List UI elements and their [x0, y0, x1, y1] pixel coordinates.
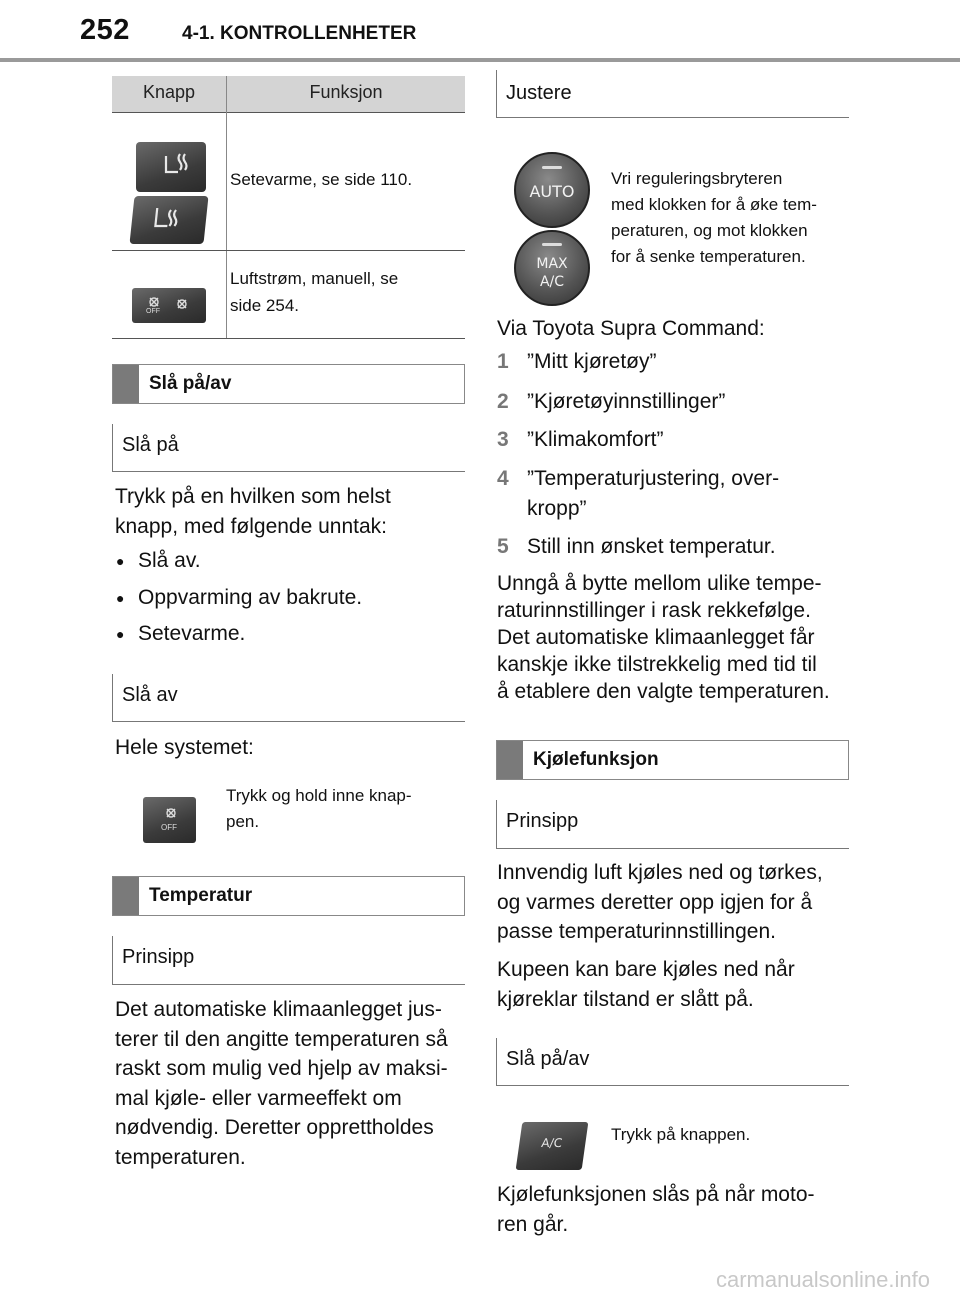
text-line: Trykk på en hvilken som helst	[115, 485, 391, 508]
text-line: Unngå å bytte mellom ulike tempe-	[497, 572, 822, 595]
step-number: 2	[497, 390, 509, 413]
text-line: Det automatiske klimaanlegget jus-	[115, 998, 442, 1021]
text-line: temperaturen.	[115, 1145, 246, 1169]
text-line: Det automatiske klimaanlegget får	[497, 626, 815, 649]
knob-indicator	[542, 243, 562, 246]
text-line: kropp”	[527, 496, 587, 520]
seat-heat-button-top-image	[136, 142, 206, 192]
seat-heat-icon	[129, 196, 208, 244]
header-rule	[0, 58, 960, 62]
bullet-item: ● Slå av.	[138, 549, 201, 573]
step-number: 1	[497, 350, 509, 373]
text-line: Trykk og hold inne knap-	[226, 786, 412, 805]
subsection-rule	[496, 848, 849, 849]
paragraph-principle	[115, 995, 448, 1172]
paragraph-press-any	[115, 482, 391, 541]
table-header-button: Knapp	[142, 82, 196, 102]
text-line: Innvendig luft kjøles ned og tørkes,	[497, 861, 823, 884]
text-line: å etablere den valgte temperaturen.	[497, 680, 830, 703]
subsection-principle	[496, 800, 849, 848]
table-row-rule	[112, 250, 465, 251]
table-header-function: Funksjon	[309, 82, 383, 102]
text-line: knapp, med følgende unntak:	[115, 514, 388, 538]
ac-button-label: A/C	[540, 1136, 564, 1150]
subsection-title: Slå av	[122, 684, 178, 706]
bullet-item: ● Oppvarming av bakrute.	[138, 586, 362, 610]
seat-heat-button-bottom-image	[129, 196, 208, 244]
subsection-turn-on	[112, 424, 465, 472]
subsection-rule	[496, 1085, 849, 1086]
fan-icon	[132, 288, 206, 323]
subsection-rule	[112, 984, 465, 985]
step-number: 5	[497, 535, 509, 558]
step-text: Still inn ønsket temperatur.	[527, 535, 776, 558]
press-button-text: Trykk på knappen.	[611, 1125, 751, 1144]
section-tab	[113, 365, 139, 403]
knob-indicator	[542, 166, 562, 169]
airflow-button-image	[132, 288, 206, 323]
off-button-image	[143, 797, 196, 843]
text-line: pen.	[226, 812, 260, 831]
paragraph-cooling	[497, 858, 823, 947]
step-number: 4	[497, 467, 509, 490]
fan-icon	[143, 797, 196, 843]
ac-label: A/C	[539, 274, 565, 290]
text-line: raturinnstillinger i rask rekkefølge.	[497, 599, 811, 622]
table-row-rule	[112, 338, 465, 339]
table-cell-seat-heating: Setevarme, se side 110.	[230, 170, 413, 189]
page-number: 252	[80, 14, 130, 46]
text-line: peraturen, og mot klokken	[611, 221, 808, 240]
airflow-off-label: OFF	[146, 308, 160, 315]
section-title: Temperatur	[149, 885, 253, 906]
section-title: Slå på/av	[149, 373, 232, 394]
section-tab	[113, 877, 139, 915]
whole-system-label: Hele systemet:	[115, 736, 254, 759]
text-line: passe temperaturinnstillingen.	[497, 920, 776, 943]
text-line: raskt som mulig ved hjelp av maksi-	[115, 1057, 448, 1080]
hold-text	[226, 783, 412, 835]
watermark: carmanualsonline.info	[715, 1267, 930, 1292]
auto-knob-image	[514, 152, 590, 228]
table-cell-airflow-line1: Luftstrøm, manuell, se	[230, 269, 399, 288]
step-number: 3	[497, 428, 509, 451]
paragraph-cabin	[497, 955, 795, 1014]
subsection-on-off	[496, 1038, 849, 1086]
auto-label: AUTO	[529, 182, 575, 201]
via-command-text: Via Toyota Supra Command:	[497, 317, 765, 340]
step-text: ”Kjøretøyinnstillinger”	[527, 390, 726, 413]
step-text	[527, 464, 779, 523]
max-ac-knob-image	[514, 230, 590, 306]
text-line: ren går.	[497, 1212, 569, 1236]
section-title: Kjølefunksjon	[533, 749, 659, 770]
section-cooling	[496, 740, 849, 780]
subsection-principle	[112, 936, 465, 984]
bullet-item: ● Setevarme.	[138, 622, 245, 646]
subsection-title: Slå på	[122, 434, 179, 456]
subsection-title: Prinsipp	[122, 946, 195, 968]
subsection-adjust	[496, 70, 849, 118]
text-line: for å senke temperaturen.	[611, 247, 806, 266]
text-line: med klokken for å øke tem-	[611, 195, 817, 214]
seat-heat-icon	[136, 142, 206, 192]
off-label: OFF	[161, 823, 177, 832]
table-header	[112, 76, 465, 113]
text-line: Kjølefunksjonen slås på når moto-	[497, 1183, 815, 1206]
text-line: mal kjøle- eller varmeeffekt om	[115, 1086, 402, 1110]
section-on-off	[112, 364, 465, 404]
table-cell-airflow-line2: side 254.	[230, 296, 299, 315]
text-line: ”Temperaturjustering, over-	[527, 467, 780, 490]
section-tab	[497, 741, 523, 779]
text-line: kanskje ikke tilstrekkelig med tid til	[497, 653, 817, 676]
text-line: nødvendig. Deretter opprettholdes	[115, 1116, 434, 1139]
text-line: Kupeen kan bare kjøles ned når	[497, 958, 795, 981]
paragraph-final	[497, 1180, 815, 1239]
adjust-text	[611, 166, 817, 270]
step-text: ”Klimakomfort”	[527, 428, 664, 451]
subsection-rule	[112, 471, 465, 472]
subsection-title: Justere	[506, 82, 572, 104]
subsection-rule	[496, 117, 849, 118]
max-label: MAX	[536, 256, 568, 272]
subsection-title: Slå på/av	[506, 1048, 590, 1070]
subsection-title: Prinsipp	[506, 810, 579, 832]
text-line: Vri reguleringsbryteren	[611, 169, 783, 188]
chapter-title: 4-1. KONTROLLENHETER	[182, 23, 417, 44]
ac-button-image	[516, 1122, 589, 1170]
table-column-divider	[226, 76, 227, 338]
text-line: og varmes deretter opp igjen for å	[497, 890, 813, 914]
paragraph-avoid	[497, 570, 830, 705]
step-text: ”Mitt kjøretøy”	[527, 350, 657, 373]
subsection-rule	[112, 721, 465, 722]
text-line: terer til den angitte temperaturen så	[115, 1027, 448, 1051]
subsection-turn-off	[112, 674, 465, 722]
section-temperature	[112, 876, 465, 916]
text-line: kjøreklar tilstand er slått på.	[497, 987, 754, 1011]
